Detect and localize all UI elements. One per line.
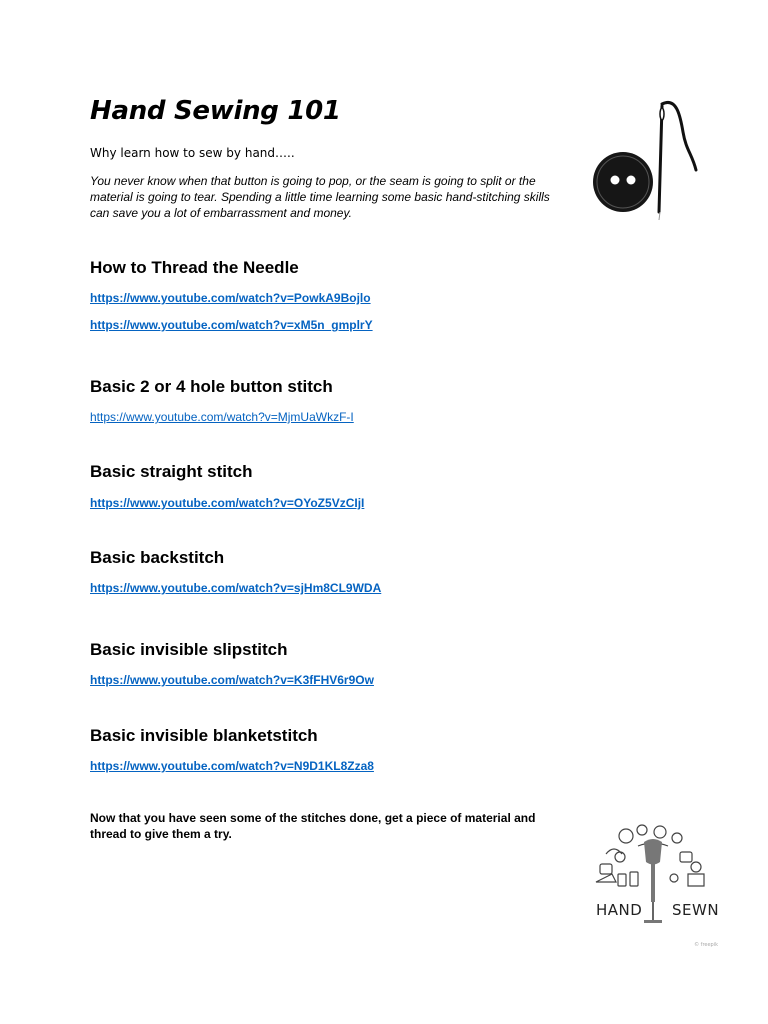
button-needle-icon — [580, 92, 710, 227]
link-slipstitch[interactable]: https://www.youtube.com/watch?v=K3fFHV6r9Ow — [90, 673, 374, 687]
link-button-stitch[interactable]: https://www.youtube.com/watch?v=MjmUaWkzF-I — [90, 410, 354, 424]
section-heading-backstitch: Basic backstitch — [90, 548, 225, 567]
link-thread-needle-1[interactable]: https://www.youtube.com/watch?v=PowkA9Bojlo — [90, 291, 371, 305]
closing-paragraph: Now that you have seen some of the stitches done, get a piece of material and thread to give them a try. — [90, 811, 536, 841]
section-heading-button-stitch: Basic 2 or 4 hole button stitch — [90, 377, 333, 396]
logo-word-sewn: SEWN — [672, 901, 720, 919]
section-heading-straight-stitch: Basic straight stitch — [90, 462, 253, 481]
page-title: Hand Sewing 101 — [90, 96, 341, 126]
sewing-tools-icon — [578, 812, 728, 952]
link-straight-stitch[interactable]: https://www.youtube.com/watch?v=OYoZ5VzCIjI — [90, 496, 365, 510]
intro-paragraph: You never know when that button is going to pop, or the seam is going to split or the material is going to tear. Spending a little time learning some basic hand-stitching skills can save you a lot of embarrassment and money. — [90, 174, 550, 220]
link-blanketstitch[interactable]: https://www.youtube.com/watch?v=N9D1KL8Zza8 — [90, 759, 374, 773]
link-backstitch[interactable]: https://www.youtube.com/watch?v=sjHm8CL9WDA — [90, 581, 382, 595]
section-heading-blanketstitch: Basic invisible blanketstitch — [90, 726, 318, 745]
subtitle: Why learn how to sew by hand….. — [90, 146, 295, 160]
section-heading-slipstitch: Basic invisible slipstitch — [90, 640, 288, 659]
hand-sewn-logo — [578, 812, 728, 952]
section-heading-thread-needle: How to Thread the Needle — [90, 258, 299, 277]
link-thread-needle-2[interactable]: https://www.youtube.com/watch?v=xM5n_gmplrY — [90, 318, 373, 332]
logo-word-hand: HAND — [596, 901, 643, 919]
svg-text:© freepik: © freepik — [694, 942, 718, 948]
